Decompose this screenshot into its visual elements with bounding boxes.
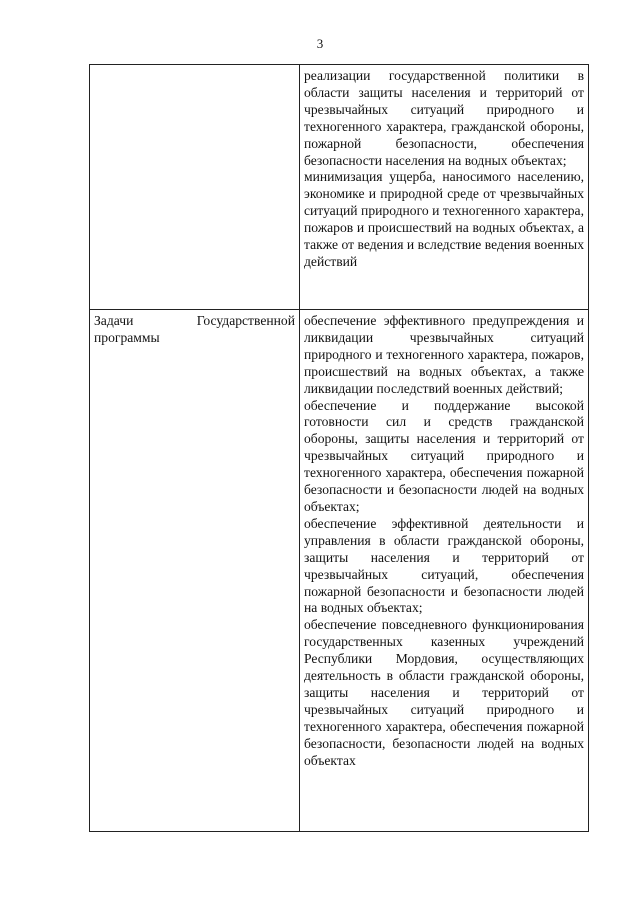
row-label	[94, 313, 295, 330]
table-row	[90, 65, 589, 310]
page-number: 3	[316, 36, 324, 51]
row-content-cell	[300, 310, 589, 832]
content-paragraph: обеспечение эффективной деятельности и управления в области гражданской обороны, защиты населения и территорий от чрезвычайных ситуаций, обеспечения пожарной безопасности и безопасности людей на водных объектах;	[304, 515, 584, 616]
row-content-cell	[300, 65, 589, 310]
label-word: программы	[94, 329, 160, 345]
content-paragraph: минимизация ущерба, наносимого населению, экономике и природной среде от чрезвычайных ситуаций природного и техногенного характера, пожаров и происшествий на водных объектах, а также от ведения и вследствие ведения военных действий	[304, 169, 584, 269]
row-label-cell	[90, 310, 300, 832]
content-paragraph: реализации государственной политики в области защиты населения и территорий от чрезвычайных ситуаций природного и техногенного характера, гражданской обороны, пожарной безопасности, обеспечения безопасности населения на водных объектах;	[304, 68, 584, 168]
content-paragraph: обеспечение повседневного функционирования государственных казенных учреждений Республики Мордовия, осуществляющих деятельность в области гражданской обороны, защиты населения и территорий от чрезвычайных ситуаций природного и техногенного характера, обеспечения пожарной безопасности, безопасности людей на водных объектах	[304, 617, 584, 768]
content-paragraph: обеспечение и поддержание высокой готовности сил и средств гражданской обороны, защиты населения и территорий от чрезвычайных ситуаций природного и техногенного характера, обеспечения пожарной безопасности и безопасности людей на водных объектах;	[304, 397, 584, 514]
program-table	[89, 64, 589, 832]
label-word: Государственной	[196, 313, 295, 328]
label-word: Задачи	[94, 313, 134, 328]
content-paragraph: обеспечение эффективного предупреждения и ликвидации чрезвычайных ситуаций природного и техногенного характера, пожаров, происшествий на водных объектах, а также ликвидации последствий военных действий;	[304, 313, 584, 396]
table-row	[90, 310, 589, 832]
row-label-cell	[90, 65, 300, 310]
